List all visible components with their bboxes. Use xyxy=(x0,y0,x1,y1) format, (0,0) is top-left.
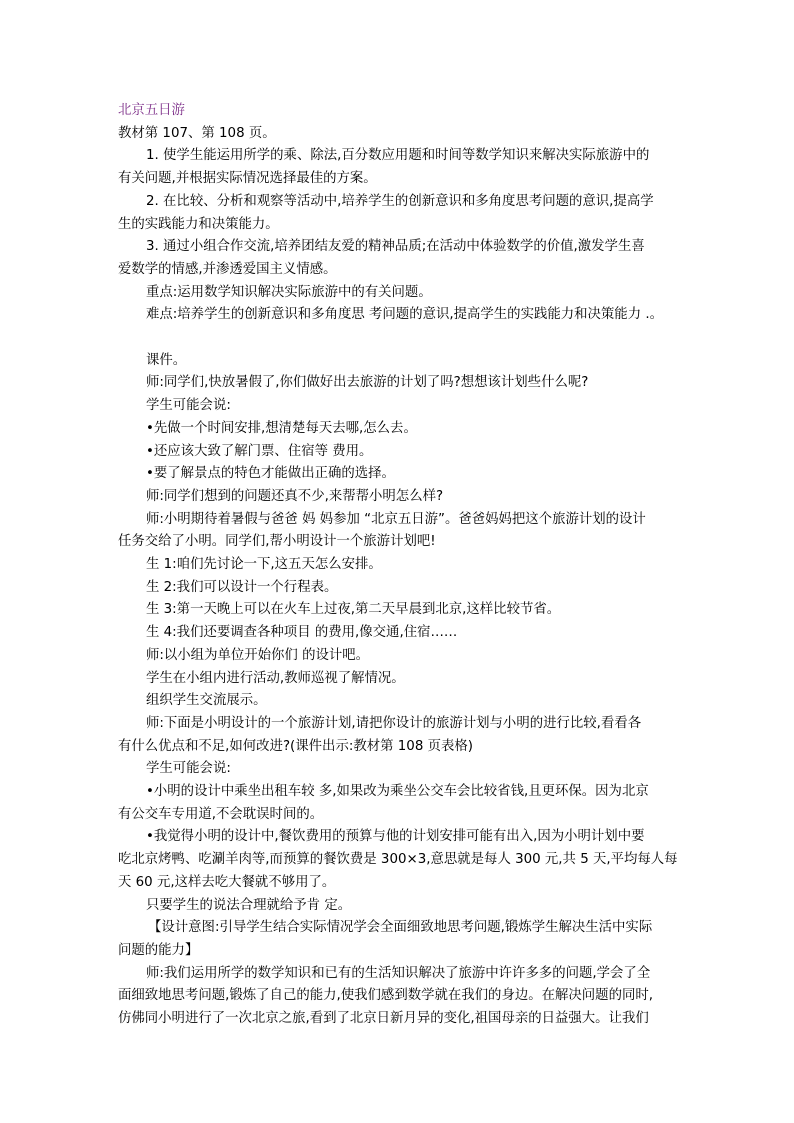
text-line: 【设计意图:引导学生结合实际情况学会全面细致地思考问题,锻炼学生解决生活中实际 xyxy=(148,920,653,936)
text-line: •我觉得小明的设计中,餐饮费用的预算与他的计划安排可能有出入,因为小明计划中要 xyxy=(146,829,645,845)
text-line: 2. 在比较、分析和观察等活动中,培养学生的创新意识和多角度思考问题的意识,提高学 xyxy=(146,193,654,209)
text-line: 生 3:第一天晚上可以在火车上过夜,第二天早晨到北京,这样比较节省。 xyxy=(146,602,561,618)
text-line: 生的实践能力和决策能力。 xyxy=(118,216,279,232)
text-line: 问题的能力】 xyxy=(118,943,199,958)
text-line: 天 60 元,这样去吃大餐就不够用了。 xyxy=(118,874,336,890)
document-body xyxy=(118,100,678,1031)
text-line: 任务交给了小明。同学们,帮小明设计一个旅游计划吧! xyxy=(118,534,436,550)
text-line: 仿佛同小明进行了一次北京之旅,看到了北京日新月异的变化,祖国母亲的日益强大。让我们 xyxy=(118,1011,649,1027)
text-line: 面细致地思考问题,锻炼了自己的能力,使我们感到数学就在我们的身边。在解决问题的同时, xyxy=(118,988,654,1004)
text-line: 只要学生的说法合理就给予肯 定。 xyxy=(146,897,352,913)
text-line: 生 1:咱们先讨论一下,这五天怎么安排。 xyxy=(146,557,382,573)
text-line: 爱数学的情感,并渗透爱国主义情感。 xyxy=(118,261,337,277)
text-line: 教材第 107、第 108 页。 xyxy=(118,125,276,141)
text-line: 师:以小组为单位开始你们 的设计吧。 xyxy=(146,647,370,663)
text-line: 生 4:我们还要调查各种项目 的费用,像交通,住宿…… xyxy=(146,625,458,641)
text-line: 1. 使学生能运用所学的乘、除法,百分数应用题和时间等数学知识来解决实际旅游中的 xyxy=(146,148,650,164)
text-line: 3. 通过小组合作交流,培养团结友爱的精神品质;在活动中体验数学的价值,激发学生喜 xyxy=(146,239,645,255)
text-line: 师:下面是小明设计的一个旅游计划,请把你设计的旅游计划与小明的进行比较,看看各 xyxy=(146,715,642,731)
text-line: 有关问题,并根据实际情况选择最佳的方案。 xyxy=(118,171,377,187)
text-line: •要了解景点的特色才能做出正确的选择。 xyxy=(146,466,395,482)
text-line: 有公交车专用道,不会耽误时间的。 xyxy=(118,806,324,822)
text-line: 师:小明期待着暑假与爸爸 妈 妈参加 “北京五日游”。爸爸妈妈把这个旅游计划的设计 xyxy=(146,511,646,527)
text-line: •还应该大致了解门票、住宿等 费用。 xyxy=(146,443,373,459)
text-line: 师:我们运用所学的数学知识和已有的生活知识解决了旅游中许许多多的问题,学会了全 xyxy=(146,965,651,981)
text-line: 组织学生交流展示。 xyxy=(146,693,267,709)
text-line: 吃北京烤鸭、吃涮羊肉等,而预算的餐饮费是 300×3,意思就是每人 300 元,共 5 天,平均每人每 xyxy=(118,852,678,868)
text-line: 学生在小组内进行活动,教师巡视了解情况。 xyxy=(146,670,405,686)
text-line: 有什么优点和不足,如何改进?(课件出示:教材第 108 页表格) xyxy=(118,738,473,754)
text-line: 课件。 xyxy=(146,352,187,368)
text-line: 生 2:我们可以设计一个行程表。 xyxy=(146,579,338,595)
text-line: •小明的设计中乘坐出租车较 多,如果改为乘坐公交车会比较省钱,且更环保。因为北京 xyxy=(146,784,649,800)
text-line: 难点:培养学生的创新意识和多角度思 考问题的意识,提高学生的实践能力和决策能力 .。 xyxy=(146,307,663,323)
text-line: 师:同学们想到的问题还真不少,来帮帮小明怎么样? xyxy=(146,488,444,504)
document-title: 北京五日游 xyxy=(118,103,185,118)
text-line: 师:同学们,快放暑假了,你们做好出去旅游的计划了吗?想想该计划些什么呢? xyxy=(146,375,589,391)
text-line: •先做一个时间安排,想清楚每天去哪,怎么去。 xyxy=(146,420,417,436)
blank-line xyxy=(118,327,678,350)
text-line: 学生可能会说: xyxy=(146,398,231,414)
text-line: 学生可能会说: xyxy=(146,761,231,777)
text-line: 重点:运用数学知识解决实际旅游中的有关问题。 xyxy=(146,284,432,300)
